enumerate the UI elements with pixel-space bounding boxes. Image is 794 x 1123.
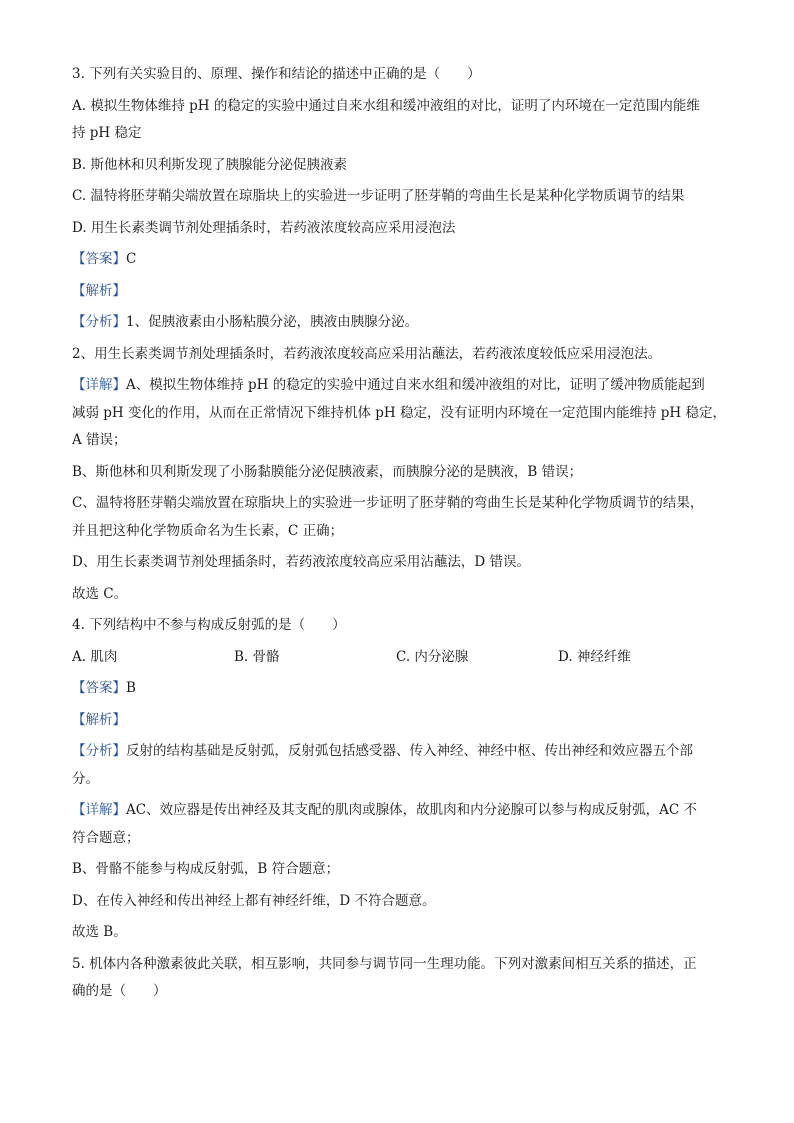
detail-text: A、模拟生物体维持 pH 的稳定的实验中通过自来水组和缓冲液组的对比，证明了缓冲物质能起到	[126, 377, 705, 393]
answer-value: C	[126, 251, 137, 267]
q3-fenxi-line1	[72, 312, 734, 332]
question-5-stem-line1: 5. 机体内各种激素彼此关联，相互影响，共同参与调节同一生理功能。下列对激素间相互关系的描述，正	[72, 955, 697, 972]
q3-option-c: C. 温特将胚芽鞘尖端放置在琼脂块上的实验进一步证明了胚芽鞘的弯曲生长是某种化学物质调节的结果	[72, 188, 685, 204]
q3-answer-line	[72, 249, 734, 269]
analysis-tag: 【解析】	[72, 711, 126, 728]
question-3-stem: 3. 下列有关实验目的、原理、操作和结论的描述中正确的是（ ）	[72, 66, 481, 82]
fenxi-tag: 【分析】	[72, 314, 126, 330]
detail-tag: 【详解】	[72, 802, 126, 818]
q4-analysis-line	[72, 710, 734, 730]
q4-option-d: D. 神经纤维	[558, 648, 631, 665]
q4-option-a: A. 肌肉	[72, 648, 118, 665]
q3-conclusion: 故选 C。	[72, 585, 128, 602]
question-4-stem: 4. 下列结构中不参与构成反射弧的是（ ）	[72, 617, 346, 633]
q4-detail-ac-line2: 符合题意；	[72, 829, 140, 846]
q4-answer-line	[72, 678, 734, 698]
answer-tag: 【答案】	[72, 251, 126, 267]
q4-detail-b: B、骨骼不能参与构成反射弧，B 符合题意；	[72, 861, 340, 877]
q3-option-a-line1: A. 模拟生物体维持 pH 的稳定的实验中通过自来水组和缓冲液组的对比，证明了内环境在一定范围内能维	[72, 97, 700, 114]
q4-fenxi-line1	[72, 741, 734, 761]
q3-option-a-line2: 持 pH 稳定	[72, 125, 142, 141]
fenxi-text: 反射的结构基础是反射弧，反射弧包括感受器、传入神经、神经中枢、传出神经和效应器五个部	[126, 743, 693, 759]
answer-tag: 【答案】	[72, 680, 126, 696]
answer-value: B	[126, 680, 136, 696]
q3-detail-a-line2: 减弱 pH 变化的作用，从而在正常情况下维持机体 pH 稳定，没有证明内环境在一定范围内能维持 pH 稳定，	[72, 404, 726, 421]
analysis-tag: 【解析】	[72, 282, 126, 299]
q3-detail-a-line1	[72, 375, 734, 395]
q3-analysis-line	[72, 281, 734, 301]
q3-option-b: B. 斯他林和贝利斯发现了胰腺能分泌促胰液素	[72, 156, 348, 173]
q4-conclusion: 故选 B。	[72, 924, 127, 940]
q4-options	[72, 647, 734, 667]
q3-detail-b: B、斯他林和贝利斯发现了小肠黏膜能分泌促胰液素，而胰腺分泌的是胰液，B 错误；	[72, 463, 583, 480]
detail-text: AC、效应器是传出神经及其支配的肌肉或腺体，故肌肉和内分泌腺可以参与构成反射弧，AC 不	[126, 802, 697, 818]
detail-tag: 【详解】	[72, 377, 126, 393]
q3-detail-c-line2: 并且把这种化学物质命名为生长素，C 正确；	[72, 522, 344, 539]
q4-option-b: B. 骨骼	[234, 648, 280, 665]
q3-detail-a-line3: A 错误；	[72, 432, 127, 448]
fenxi-tag: 【分析】	[72, 743, 126, 759]
q3-detail-c-line1: C、温特将胚芽鞘尖端放置在琼脂块上的实验进一步证明了胚芽鞘的弯曲生长是某种化学物质调节的结果，	[72, 495, 704, 511]
fenxi-text: 1、促胰液素由小肠粘膜分泌，胰液由胰腺分泌。	[126, 314, 419, 330]
q4-detail-d: D、在传入神经和传出神经上都有神经纤维，D 不符合题意。	[72, 892, 436, 909]
q4-detail-ac-line1	[72, 800, 734, 820]
q4-option-c: C. 内分泌腺	[396, 648, 469, 665]
q4-fenxi-line2: 分。	[72, 770, 99, 787]
q3-detail-d: D、用生长素类调节剂处理插条时，若药液浓度较高应采用沾蘸法，D 错误。	[72, 554, 530, 570]
question-5-stem-line2: 确的是（ ）	[72, 983, 167, 999]
q3-option-d: D. 用生长素类调节剂处理插条时，若药液浓度较高应采用浸泡法	[72, 219, 456, 236]
q3-fenxi-line2: 2、用生长素类调节剂处理插条时，若药液浓度较高应采用沾蘸法，若药液浓度较低应采用浸泡法。	[72, 345, 662, 362]
